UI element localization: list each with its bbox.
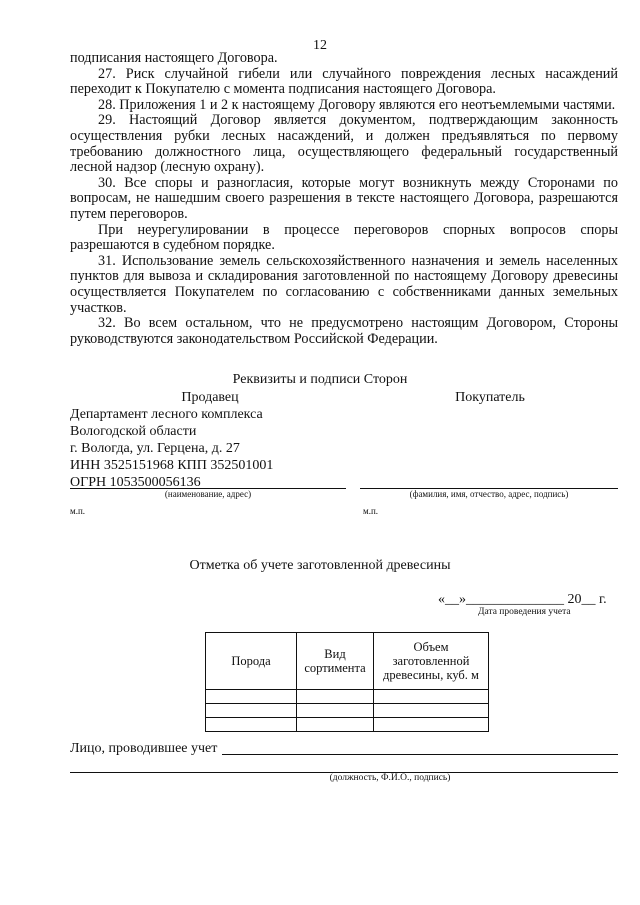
paragraph-29: 29. Настоящий Договор является документом, подтверждающим законность осуществления рубки лесных насаждений, и должен предъявляться по первому требованию должностного лица, осуществляющего федеральный государственный лесной надзор (лесную охрану). [70, 112, 618, 176]
table-cell[interactable] [206, 718, 297, 732]
table-header-row [206, 633, 489, 690]
accounting-person-field[interactable] [222, 754, 618, 755]
accounting-date-caption: Дата проведения учета [478, 607, 571, 617]
table-cell[interactable] [297, 690, 374, 704]
table-cell[interactable] [374, 718, 489, 732]
accounting-person-caption: (должность, Ф.И.О., подпись) [329, 773, 451, 783]
table-cell[interactable] [374, 704, 489, 718]
column-header-species: Порода [206, 633, 297, 690]
requisites-title: Реквизиты и подписи Сторон [232, 372, 408, 387]
seller-seal-place: м.п. [70, 506, 86, 516]
buyer-heading: Покупатель [455, 390, 525, 405]
seller-heading: Продавец [181, 390, 239, 405]
table-row [206, 690, 489, 704]
accounting-date-field[interactable]: «__»______________ 20__ г. [438, 592, 607, 607]
seller-inn-kpp: ИНН 3525151968 КПП 352501001 [70, 458, 274, 473]
column-header-volume: Объем заготовленной древесины, куб. м [374, 633, 489, 690]
table-cell[interactable] [206, 704, 297, 718]
accounting-person-label: Лицо, проводившее учет [70, 741, 218, 756]
timber-accounting-table [205, 632, 489, 732]
paragraph-continuation: подписания настоящего Договора. [70, 50, 278, 66]
accounting-title: Отметка об учете заготовленной древесины [189, 558, 451, 573]
paragraph-30: 30. Все споры и разногласия, которые могут возникнуть между Сторонами по вопросам, не нашедшим своего разрешения в тексте настоящего Договора, разрешаются путем переговоров. [70, 174, 618, 222]
paragraph-27: 27. Риск случайной гибели или случайного повреждения лесных насаждений переходит к Покупателю с момента подписания настоящего Договора. [70, 65, 618, 98]
table-cell[interactable] [297, 704, 374, 718]
paragraph-disputes-court: При неурегулировании в процессе переговоров спорных вопросов споры разрешаются в судебном порядке. [70, 221, 618, 254]
seller-name-line-1: Департамент лесного комплекса [70, 407, 263, 422]
seller-ogrn: ОГРН 1053500056136 [70, 475, 201, 490]
table-cell[interactable] [206, 690, 297, 704]
seller-address: г. Вологда, ул. Герцена, д. 27 [70, 441, 240, 456]
seller-caption: (наименование, адрес) [164, 489, 252, 499]
paragraph-28: 28. Приложения 1 и 2 к настоящему Договору являются его неотъемлемыми частями. [98, 96, 616, 113]
seller-details [70, 406, 273, 491]
table-row [206, 704, 489, 718]
table-cell[interactable] [374, 690, 489, 704]
contract-body [70, 51, 618, 347]
table-row [206, 718, 489, 732]
table-cell[interactable] [297, 718, 374, 732]
paragraph-32: 32. Во всем остальном, что не предусмотрено настоящим Договором, Стороны руководствуются законодательством Российской Федерации. [70, 315, 618, 347]
paragraph-31: 31. Использование земель сельскохозяйственного назначения и земель населенных пунктов для вывоза и складирования заготовленной по настоящему Договору древесины осуществляется Покупателем по согласованию с собственниками данных земельных участков. [70, 252, 618, 316]
column-header-assortment: Вид сортимента [297, 633, 374, 690]
buyer-caption: (фамилия, имя, отчество, адрес, подпись) [409, 489, 569, 499]
page-number: 12 [313, 38, 327, 53]
seller-name-line-2: Вологодской области [70, 424, 197, 439]
buyer-seal-place: м.п. [363, 506, 379, 516]
